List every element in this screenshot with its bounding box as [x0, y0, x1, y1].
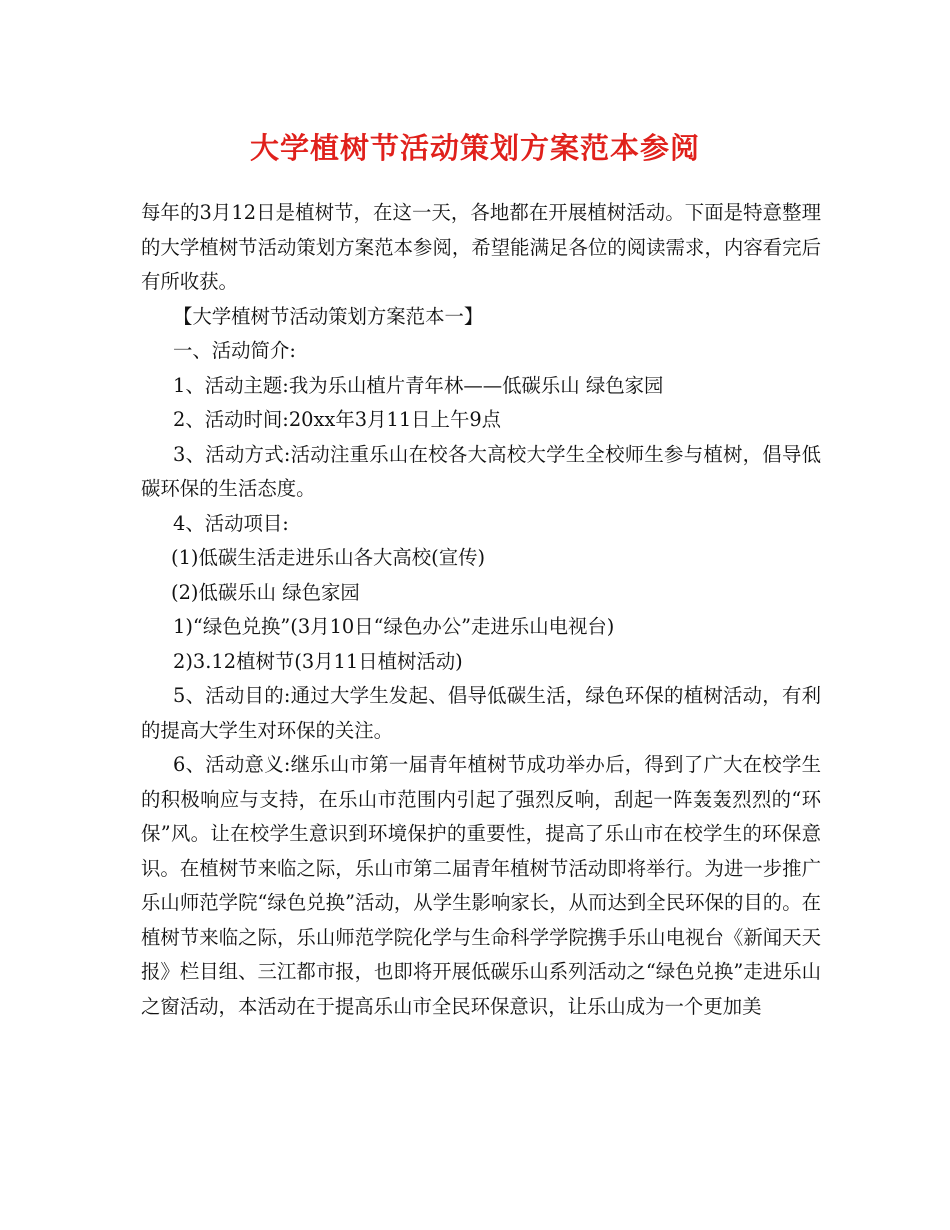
list-item: 2)3.12植树节(3月11日植树活动)	[173, 649, 463, 673]
list-item: (2)低碳乐山 绿色家园	[171, 580, 360, 604]
intro-paragraph: 每年的3月12日是植树节，在这一天，各地都在开展植树活动。下面是特意整理的大学植树节活动策划方案范本参阅，希望能满足各位的阅读需求，内容看完后有所收获。	[141, 201, 821, 293]
list-item: (1)低碳生活走进乐山各大高校(宣传)	[171, 546, 486, 569]
list-item: 5、活动目的:通过大学生发起、倡导低碳生活，绿色环保的植树活动，有利的提高大学生对环保的关注。	[141, 684, 821, 742]
list-item: 1)“绿色兑换”(3月10日“绿色办公”走进乐山电视台)	[173, 615, 615, 638]
subsection-heading: 一、活动简介:	[173, 339, 296, 362]
list-item: 3、活动方式:活动注重乐山在校各大高校大学生全校师生参与植树，倡导低碳环保的生活态度。	[141, 442, 821, 500]
document-title: 大学植树节活动策划方案范本参阅	[249, 131, 700, 165]
document-body	[141, 196, 821, 1024]
list-item: 1、活动主题:我为乐山植片青年林——低碳乐山 绿色家园	[173, 373, 664, 397]
section-heading: 【大学植树节活动策划方案范本一】	[173, 304, 484, 328]
list-item: 6、活动意义:继乐山市第一届青年植树节成功举办后，得到了广大在校学生的积极响应与支持，在乐山市范围内引起了强烈反响，刮起一阵轰轰烈烈的“环保”风。让在校学生意识到环境保护的重要性，提高了乐山市在校学生的环保意识。在植树节来临之际，乐山市第二届青年植树节活动即将举行。为进一步推广乐山师范学院“绿色兑换”活动，从学生影响家长，从而达到全民环保的目的。在植树节来临之际，乐山师范学院化学与生命科学学院携手乐山电视台《新闻天天报》栏目组、三江都市报，也即将开展低碳乐山系列活动之“绿色兑换”走进乐山之窗活动，本活动在于提高乐山市全民环保意识，让乐山成为一个更加美	[141, 753, 821, 1018]
list-item: 2、活动时间:20xx年3月11日上午9点	[173, 408, 502, 431]
list-item: 4、活动项目:	[173, 511, 289, 535]
